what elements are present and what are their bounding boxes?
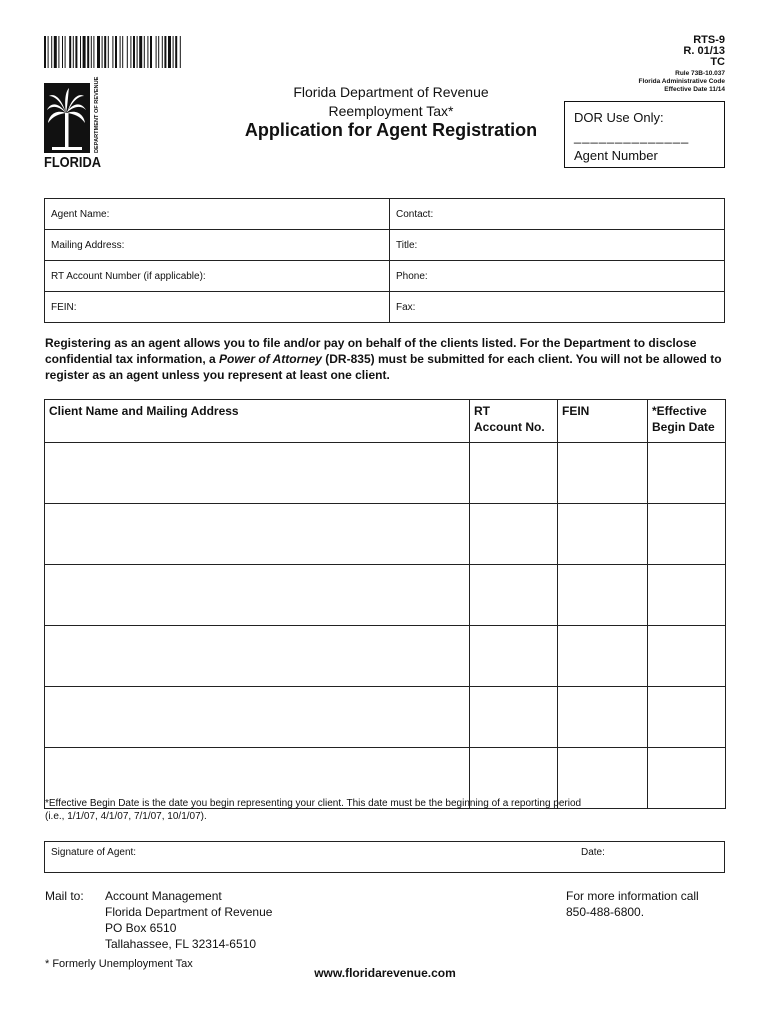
barcode [44,36,226,68]
agent-row [45,292,725,323]
barcode-bar [91,36,92,68]
address-line: Account Management [105,889,222,903]
client-row [45,504,726,565]
client-name-address-cell[interactable] [45,687,470,748]
mailing-address-field[interactable]: Mailing Address: [45,230,390,261]
agent-row [45,230,725,261]
barcode-bar [80,36,81,68]
client-effective-date-cell[interactable] [648,626,726,687]
client-table-header [45,400,726,443]
agent-name-field[interactable]: Agent Name: [45,199,390,230]
rule-number: Rule 73B-10.037 [675,70,725,77]
mail-to-label: Mail to: [45,889,84,903]
barcode-bar [97,36,100,68]
client-fein-cell[interactable] [558,687,648,748]
form-number [683,35,725,68]
agent-number-label: Agent Number [574,148,658,163]
barcode-bar [139,36,142,68]
footnote-line2: (i.e., 1/1/07, 4/1/07, 7/1/07, 10/1/07). [45,811,207,822]
client-name-address-cell[interactable] [45,626,470,687]
col-header-rt-line2: Account No. [474,420,545,434]
barcode-bar [65,36,66,68]
formerly-note: * Formerly Unemployment Tax [45,958,193,970]
client-rt-account-cell[interactable] [470,443,558,504]
client-effective-date-cell[interactable] [648,687,726,748]
barcode-bar [144,36,145,68]
barcode-bar [147,36,148,68]
barcode-bar [75,36,77,68]
client-fein-cell[interactable] [558,443,648,504]
client-fein-cell[interactable] [558,626,648,687]
florida-dor-logo [44,76,102,171]
rule-effective-date: Effective Date 11/14 [664,86,725,93]
info-phone: 850-488-6800. [566,905,645,919]
client-effective-date-cell[interactable] [648,504,726,565]
fein-field[interactable]: FEIN: [45,292,390,323]
col-header-date-line2: Begin Date [652,420,715,434]
agent-row [45,199,725,230]
client-fein-cell[interactable] [558,565,648,626]
barcode-bar [69,36,71,68]
signature-label: Signature of Agent: [51,847,137,858]
barcode-bar [175,36,177,68]
agent-info-table [44,198,725,323]
form-tc: TC [710,56,725,68]
col-header-effective-date [648,400,726,443]
barcode-bar [180,36,181,68]
client-name-address-cell[interactable] [45,504,470,565]
barcode-bar [87,36,89,68]
barcode-bar [51,36,52,68]
client-name-address-cell[interactable] [45,443,470,504]
rule-code: Florida Administrative Code [638,78,725,85]
website-link[interactable]: www.floridarevenue.com [314,966,456,980]
rt-account-number-field[interactable]: RT Account Number (if applicable): [45,261,390,292]
barcode-bar [120,36,121,68]
client-row [45,687,726,748]
barcode-bar [158,36,159,68]
agency-name: Florida Department of Revenue [293,84,489,100]
agency-heading [250,83,532,121]
logo-dept-text: DEPARTMENT OF REVENUE [94,76,100,153]
client-rt-account-cell[interactable] [470,626,558,687]
barcode-bar [58,36,59,68]
client-rt-account-cell[interactable] [470,565,558,626]
barcode-bar [108,36,109,68]
client-row [45,443,726,504]
barcode-bar [130,36,131,68]
barcode-bar [62,36,63,68]
signature-box[interactable] [44,841,725,873]
barcode-bar [137,36,138,68]
dor-use-box [564,101,725,168]
client-name-address-cell[interactable] [45,565,470,626]
barcode-bar [102,36,103,68]
client-effective-date-cell[interactable] [648,443,726,504]
address-line: Tallahassee, FL 32314-6510 [105,937,256,951]
col-header-client-text: Client Name and Mailing Address [49,404,239,418]
address-line: Florida Department of Revenue [105,905,273,919]
barcode-bar [127,36,128,68]
barcode-bar [112,36,113,68]
client-effective-date-cell[interactable] [648,565,726,626]
client-row [45,565,726,626]
page-title: Application for Agent Registration [244,120,538,140]
title-field[interactable]: Title: [390,230,725,261]
notice-part2: (DR-835) must be submitted for each client. You will not be allowed to register as an agent unless you represent at least one client. [45,352,722,382]
dor-use-blank: ______________ [574,129,690,144]
notice-part1: Registering as an agent allows you to file and/or pay on behalf of the clients listed. For the Department to disclose confidential tax information, a [45,336,697,366]
barcode-bar [156,36,157,68]
fax-field[interactable]: Fax: [390,292,725,323]
address-line: PO Box 6510 [105,921,177,935]
notice-emphasis: Power of Attorney [219,352,322,366]
form-code: RTS-9 [693,34,725,46]
barcode-bar [162,36,163,68]
barcode-bar [48,36,49,68]
col-header-client [45,400,470,443]
barcode-bar [44,36,46,68]
col-header-rt-line1: RT [474,404,490,418]
info-text: For more information call [566,889,699,903]
tax-name: Reemployment Tax* [328,103,454,119]
logo-state-text: FLORIDA [44,154,102,171]
barcode-bar [173,36,174,68]
registration-notice [45,335,725,383]
client-fein-cell[interactable] [558,504,648,565]
mailing-address [105,888,272,952]
contact-field[interactable]: Contact: [390,199,725,230]
col-header-fein-text: FEIN [562,404,590,418]
barcode-bar [54,36,57,68]
col-header-date-line1: *Effective [652,404,707,418]
client-rows [45,443,726,809]
client-rt-account-cell[interactable] [470,504,558,565]
barcode-bar [73,36,74,68]
barcode-bar [150,36,152,68]
barcode-bar [115,36,117,68]
dor-use-label: DOR Use Only: [574,110,664,125]
client-table [44,399,726,809]
info-contact [566,888,699,920]
barcode-bar [133,36,135,68]
barcode-bar [122,36,123,68]
col-header-rt-account [470,400,558,443]
phone-field[interactable]: Phone: [390,261,725,292]
barcode-bar [164,36,166,68]
col-header-fein [558,400,648,443]
client-rt-account-cell[interactable] [470,687,558,748]
effective-date-footnote [45,797,725,823]
barcode-bar [93,36,94,68]
form-revision: R. 01/13 [683,45,725,57]
rule-info [639,70,725,94]
date-label: Date: [581,847,605,858]
client-row [45,626,726,687]
barcode-bar [104,36,106,68]
footnote-line1: *Effective Begin Date is the date you begin representing your client. This date must be the beginning of a reporting period [45,798,582,809]
barcode-bar [168,36,171,68]
agent-row [45,261,725,292]
barcode-bar [83,36,86,68]
